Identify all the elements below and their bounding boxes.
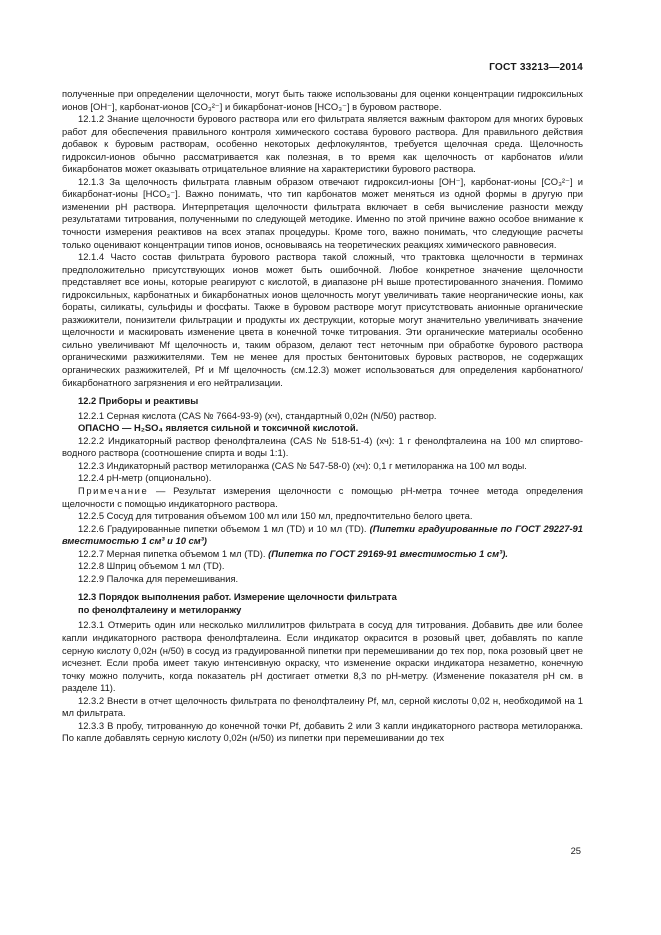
item-12-2-7 — [62, 548, 583, 561]
step-12-3-2: 12.3.2 Внести в отчет щелочность фильтрата по фенолфталеину Pf, мл, серной кислоты 0,02 н, необходимой на 1 мл фильтрата. — [62, 694, 583, 719]
note-text: — Результат измерения щелочности с помощью pH-метра точнее метода определения щелочности с помощью индикаторного раствора. — [62, 484, 583, 509]
document-header: ГОСТ 33213—2014 — [489, 62, 583, 73]
item-12-2-6-gost: (Пипетки градуированные по ГОСТ 29227-91 вместимостью 1 см³ и 10 см³) — [62, 522, 583, 547]
section-heading-12-3 — [62, 591, 583, 616]
item-12-2-8: 12.2.8 Шприц объемом 1 мл (TD). — [78, 560, 225, 572]
step-12-3-1: 12.3.1 Отмерить один или несколько миллилитров фильтрата в сосуд для титрования. Добавить две или более капли индикаторного раствора фенолфталеина. Если индикатор окрасится в розовый цвет, добавлять по капле серную кислоту 0,02н (н/50) в сосуд из градуированной пипетки при перемешивании до тех пор, пока розовый цвет не исчезнет. Если проба имеет такую интенсивную окраску, что изменение окраски индикатора незаметно, конечную точку можно получить, когда показатель pH достигает отметки 8,3 по pH-метру. (Изменение показателя pH см. в разделе 11). — [62, 619, 583, 694]
item-12-2-6 — [62, 523, 583, 548]
danger-warning: ОПАСНО — H₂SO₄ является сильной и токсичной кислотой. — [78, 422, 359, 434]
item-12-2-6-text: 12.2.6 Градуированные пипетки объемом 1 мл (TD) и 10 мл (TD). — [78, 522, 370, 534]
step-12-3-3: 12.3.3 В пробу, титрованную до конечной точки Pf, добавить 2 или 3 капли индикаторного раствора метилоранжа. По капле добавлять серную кислоту 0,02н (н/50) из пипетки при перемешивании до тех — [62, 719, 583, 744]
item-12-2-4: 12.2.4 pH-метр (опционально). — [78, 472, 212, 484]
paragraph-continuation: полученные при определении щелочности, могут быть также использованы для оценки концентрации гидроксильных ионов [OH⁻], карбонат-ионов [CO₃²⁻] и бикарбонат-ионов [HCO₃⁻] в буровом растворе. — [62, 88, 583, 112]
item-12-2-5: 12.2.5 Сосуд для титрования объемом 100 мл или 150 мл, предпочтительно белого цвета. — [78, 510, 473, 522]
section-heading-12-3-line1: 12.3 Порядок выполнения работ. Измерение щелочности фильтрата — [78, 591, 397, 603]
item-12-2-1: 12.2.1 Серная кислота (CAS № 7664-93-9) (хч), стандартный 0,02н (N/50) раствор. — [78, 409, 437, 421]
item-12-2-2: 12.2.2 Индикаторный раствор фенолфталеина (CAS № 518-51-4) (хч): 1 г фенолфталеина на 100 мл спиртово-водного раствора (соотношение спирта и воды 1:1). — [62, 434, 583, 459]
item-12-2-9: 12.2.9 Палочка для перемешивания. — [78, 572, 239, 584]
note — [62, 485, 583, 510]
section-heading-12-2: 12.2 Приборы и реактивы — [78, 395, 199, 407]
item-12-2-7-gost: (Пипетка по ГОСТ 29169-91 вместимостью 1 см³). — [268, 547, 508, 559]
page-number: 25 — [570, 845, 581, 856]
document-body — [62, 88, 583, 745]
note-label: Примечание — [78, 484, 149, 496]
item-12-2-7-text: 12.2.7 Мерная пипетка объемом 1 мл (TD). — [78, 547, 269, 559]
item-12-2-3: 12.2.3 Индикаторный раствор метилоранжа (CAS № 547-58-0) (хч): 0,1 г метилоранжа на 100 мл воды. — [78, 459, 527, 471]
section-heading-12-3-line2: по фенолфталеину и метилоранжу — [78, 603, 242, 615]
paragraph-12-1-3: 12.1.3 За щелочность фильтрата главным образом отвечают гидроксил-ионы [OH⁻], карбонат-ионы [CO₃²⁻] и бикарбонат-ионы [HCO₃⁻]. Важно понимать, что тип карбонатов может меняться из одной формы в другую при изменении pH раствора. Интерпретация щелочности фильтрата включает в себя вычисление разности между результатами титрования, полученными по следующей методике. Именно по этой причине важно особое внимание к точности измерения реактивов на всех этапах процедуры. Кроме того, важно понимать, что следующие расчеты только оценивают концентрации типов ионов, основываясь на теоретических реакциях химического равновесия. — [62, 175, 583, 250]
paragraph-12-1-2: 12.1.2 Знание щелочности бурового раствора или его фильтрата является важным фактором для многих буровых работ для обеспечения правильного контроля химического состава бурового раствора. Для правильного действия добавок к буровым растворам, особенно некоторых дефлокулянтов, требуется щелочная среда. Щелочность гидроксил-ионов обычно рассматривается как полезная, в то время как щелочность от карбонатов и/или бикарбонатов может оказывать отрицательное влияние на характеристики бурового раствора. — [62, 113, 583, 175]
paragraph-12-1-4: 12.1.4 Часто состав фильтрата бурового раствора такой сложный, что трактовка щелочности в терминах предположительно присутствующих ионов может быть ошибочной. Любое конкретное значение щелочности представляет все ионы, которые реагируют с кислотой, в диапазоне pH выше протестированного значения. Помимо гидроксильных, карбонатных и бикарбонатных ионов щелочность могут увеличивать такие неорганические ионы, как бораты, силикаты, сульфиды и фосфаты. Также в буровом растворе могут присутствовать анионные органические разжижители, понизители фильтрации и продукты их деструкции, которые могут значительно увеличивать значение щелочности и маскировать изменение цвета в конечной точке титрования. Эти органические материалы особенно сильно увеличивают Mf щелочность и, таким образом, делают тест неточным при обработке бурового раствора органическими разжижителями. Тем не менее для простых бентонитовых буровых растворов, не содержащих органических разжижителей, Pf и Mf щелочность (см.12.3) может использоваться для определения карбонатного/бикарбонатного загрязнения и его нейтрализации. — [62, 251, 583, 388]
